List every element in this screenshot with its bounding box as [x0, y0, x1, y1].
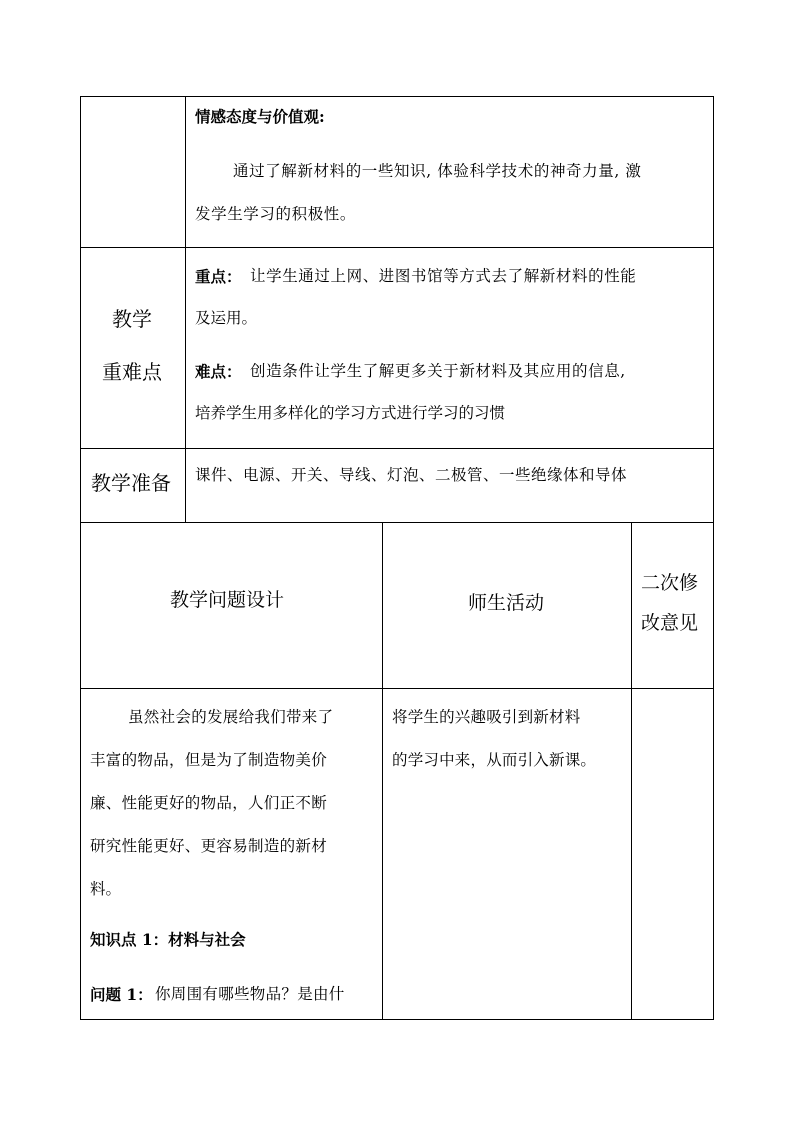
table-border-left: [80, 96, 81, 1020]
header-problem-design: 教学问题设计: [170, 589, 285, 611]
design-text-line-5: 料。: [90, 880, 122, 898]
header-revision-line-1: 二次修: [641, 572, 699, 594]
key-point-label: 重点：: [195, 267, 242, 286]
header-teacher-student-activity: 师生活动: [468, 592, 545, 614]
table-border-row4: [80, 688, 714, 689]
activity-text-line-2: 的学习中来，从而引入新课。: [392, 751, 597, 769]
table-border-top: [80, 96, 714, 97]
key-points-label-line-1: 教学: [112, 307, 152, 331]
preparation-label: 教学准备: [91, 471, 171, 495]
key-point-text-line-1: 让学生通过上网、进图书馆等方式去了解新材料的性能: [250, 267, 637, 285]
activity-text-line-1: 将学生的兴趣吸引到新材料: [392, 708, 581, 726]
difficulty-text-line-1: 创造条件让学生了解更多关于新材料及其应用的信息,: [250, 362, 626, 380]
difficulty-label: 难点：: [195, 362, 242, 381]
question-label: 问题 1：: [90, 985, 153, 1004]
design-text-line-3: 廉、性能更好的物品，人们正不断: [90, 794, 328, 812]
question-text: 你周围有哪些物品？是由什: [155, 985, 345, 1003]
table-border-row3: [80, 522, 714, 523]
design-text-line-2: 丰富的物品，但是为了制造物美价: [90, 751, 328, 769]
difficulty-text-line-2: 培养学生用多样化的学习方式进行学习的习惯: [195, 404, 506, 422]
table-border-row1: [80, 247, 714, 248]
knowledge-point-heading: 知识点 1：材料与社会: [90, 930, 246, 949]
preparation-text: 课件、电源、开关、导线、灯泡、二极管、一些绝缘体和导体: [195, 466, 628, 484]
goals-paragraph-line-2: 发学生学习的积极性。: [195, 205, 357, 223]
table-border-row2: [80, 448, 714, 449]
goals-heading: 情感态度与价值观:: [195, 107, 325, 126]
goals-paragraph-line-1: 通过了解新材料的一些知识, 体验科学技术的神奇力量, 激: [233, 162, 642, 180]
label-column-divider: [185, 96, 186, 523]
column-divider-1: [382, 522, 383, 1020]
key-point-text-line-2: 及运用。: [195, 309, 258, 327]
design-text-line-4: 研究性能更好、更容易制造的新材: [90, 837, 328, 855]
table-border-bottom: [80, 1019, 714, 1020]
table-border-right: [713, 96, 714, 1020]
key-points-label-line-2: 重难点: [102, 360, 162, 384]
header-revision-line-2: 改意见: [641, 612, 699, 634]
column-divider-2: [631, 522, 632, 1020]
design-text-line-1: 虽然社会的发展给我们带来了: [128, 708, 334, 726]
